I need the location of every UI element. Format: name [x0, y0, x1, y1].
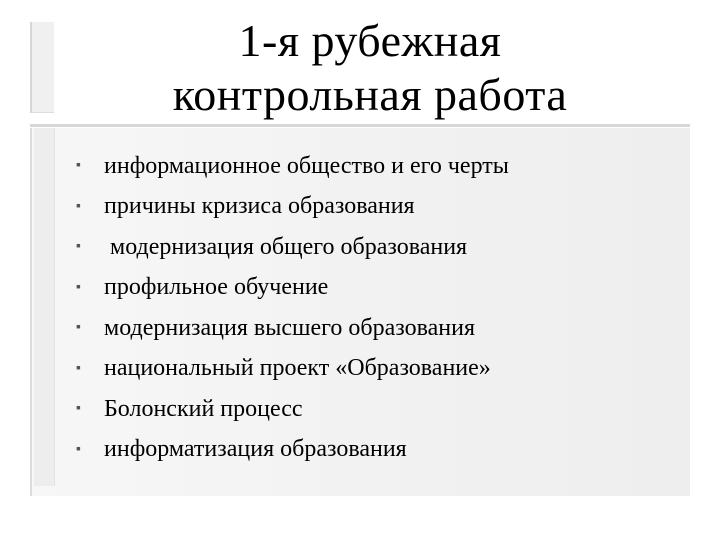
list-item-text: информационное общество и его черты	[104, 152, 509, 179]
bullet-list	[76, 146, 676, 470]
list-item-text: модернизация высшего образования	[104, 314, 475, 341]
list-item	[76, 308, 676, 349]
panel-left-border	[30, 128, 32, 496]
square-bullet-icon	[76, 281, 88, 295]
list-item	[76, 146, 676, 187]
list-item-text: национальный проект «Образование»	[104, 355, 491, 382]
title-line-2: контрольная работа	[172, 69, 568, 120]
list-item	[76, 187, 676, 228]
list-item	[76, 389, 676, 430]
square-bullet-icon	[76, 443, 88, 457]
list-item-text: причины кризиса образования	[104, 193, 415, 220]
list-item-text: модернизация общего образования	[104, 233, 468, 260]
square-bullet-icon	[76, 321, 88, 335]
title-line-1: 1-я рубежная	[238, 15, 502, 66]
list-item-text: профильное обучение	[104, 274, 329, 301]
square-bullet-icon	[76, 402, 88, 416]
square-bullet-icon	[76, 240, 88, 254]
square-bullet-icon	[76, 200, 88, 214]
square-bullet-icon	[76, 159, 88, 173]
list-item-text: Болонский процесс	[104, 395, 303, 422]
list-item	[76, 430, 676, 471]
list-item	[76, 268, 676, 309]
square-bullet-icon	[76, 362, 88, 376]
panel-top-border	[30, 124, 690, 127]
decorative-top-bar	[30, 22, 54, 113]
slide-title	[60, 14, 680, 122]
panel-inner-strip	[34, 128, 55, 486]
list-item	[76, 227, 676, 268]
list-item	[76, 349, 676, 390]
list-item-text: информатизация образования	[104, 436, 407, 463]
